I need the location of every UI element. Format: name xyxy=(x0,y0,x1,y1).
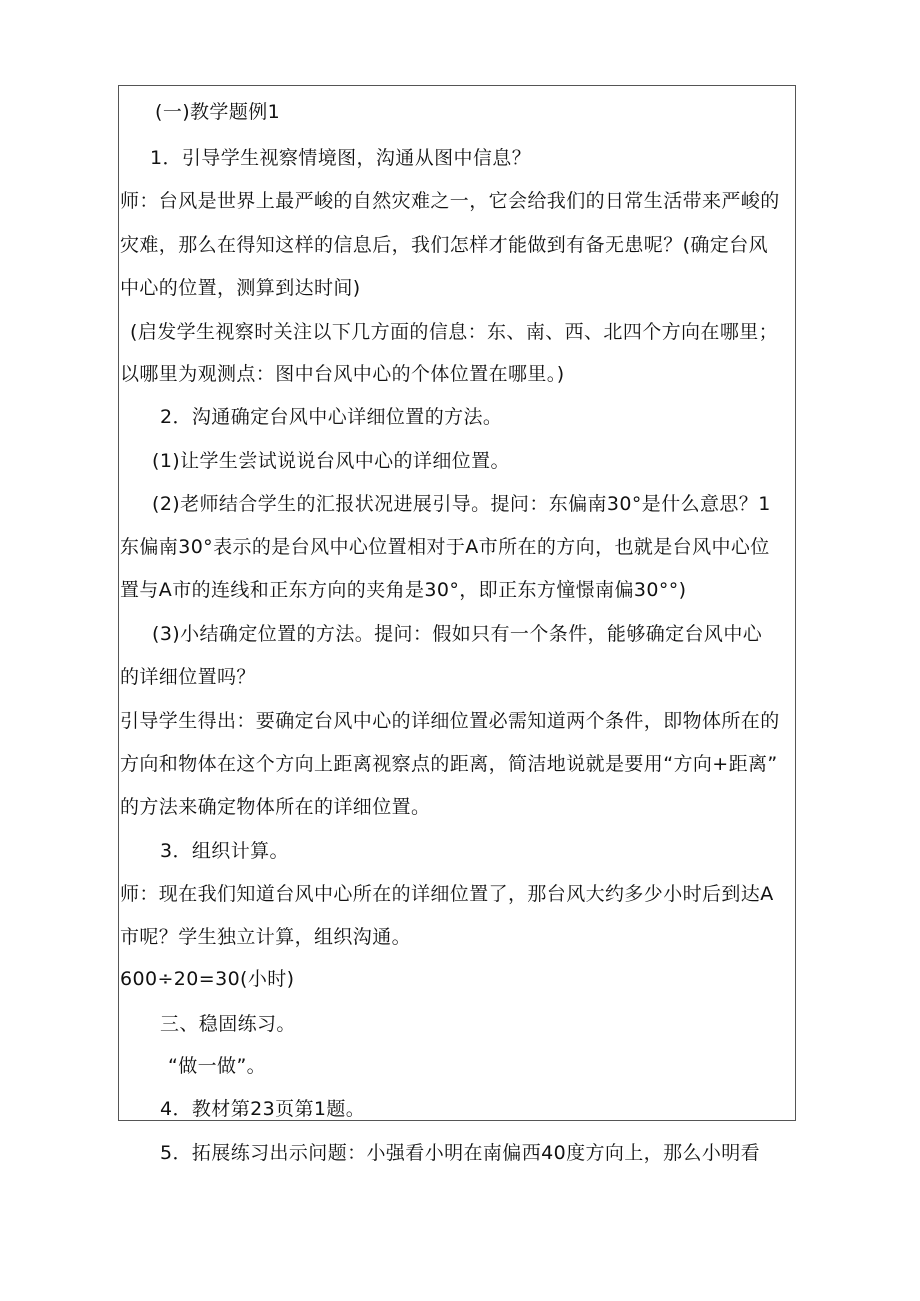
step-5-heading: 5．拓展练习出示问题：小强看小明在南偏西40度方向上，那么小明看 xyxy=(160,1142,761,1164)
paragraph-line: 方向和物体在这个方向上距离视察点的距离，简洁地说就是要用“方向+距离” xyxy=(120,753,778,775)
paragraph-line: 中心的位置，测算到达时间) xyxy=(120,277,361,299)
paragraph-line: 师：现在我们知道台风中心所在的详细位置了，那台风大约多少小时后到达A xyxy=(120,883,774,905)
paragraph-line: 的详细位置吗？ xyxy=(120,666,256,688)
paragraph-line: 东偏南30°表示的是台风中心位置相对于A市所在的方向，也就是台风中心位 xyxy=(120,536,770,558)
paragraph-line: (3)小结确定位置的方法。提问：假如只有一个条件，能够确定台风中心 xyxy=(152,623,763,645)
paragraph-line: 置与A市的连线和正东方向的夹角是30°，即正东方憧憬南偏30°°) xyxy=(120,579,687,601)
step-2-heading: 2．沟通确定台风中心详细位置的方法。 xyxy=(160,406,503,428)
paragraph-line: 师：台风是世界上最严峻的自然灾难之一，它会给我们的日常生活带来严峻的 xyxy=(120,190,780,212)
paragraph-line: (2)老师结合学生的汇报状况进展引导。提问：东偏南30°是什么意思？1 xyxy=(152,493,771,515)
step-4-heading: 4．教材第23页第1题。 xyxy=(160,1098,366,1120)
section-heading: (一)教学题例1 xyxy=(155,101,281,123)
paragraph-line: 以哪里为观测点：图中台风中心的个体位置在哪里。) xyxy=(120,363,565,385)
paragraph-line: “做一做”。 xyxy=(168,1055,267,1077)
section-heading: 三、稳固练习。 xyxy=(160,1013,296,1035)
paragraph-line: (启发学生视察时关注以下几方面的信息：东、南、西、北四个方向在哪里； xyxy=(130,321,779,343)
calculation-line: 600÷20=30(小时) xyxy=(120,968,295,990)
paragraph-line: 灾难，那么在得知这样的信息后，我们怎样才能做到有备无患呢？(确定台风 xyxy=(120,234,769,256)
step-1-heading: 1．引导学生视察情境图，沟通从图中信息？ xyxy=(150,147,532,169)
step-3-heading: 3．组织计算。 xyxy=(160,840,289,862)
paragraph-line: 引导学生得出：要确定台风中心的详细位置必需知道两个条件，即物体所在的 xyxy=(120,710,780,732)
paragraph-line: 的方法来确定物体所在的详细位置。 xyxy=(120,796,431,818)
paragraph-line: 市呢？学生独立计算，组织沟通。 xyxy=(120,926,412,948)
paragraph-line: (1)让学生尝试说说台风中心的详细位置。 xyxy=(152,450,510,472)
